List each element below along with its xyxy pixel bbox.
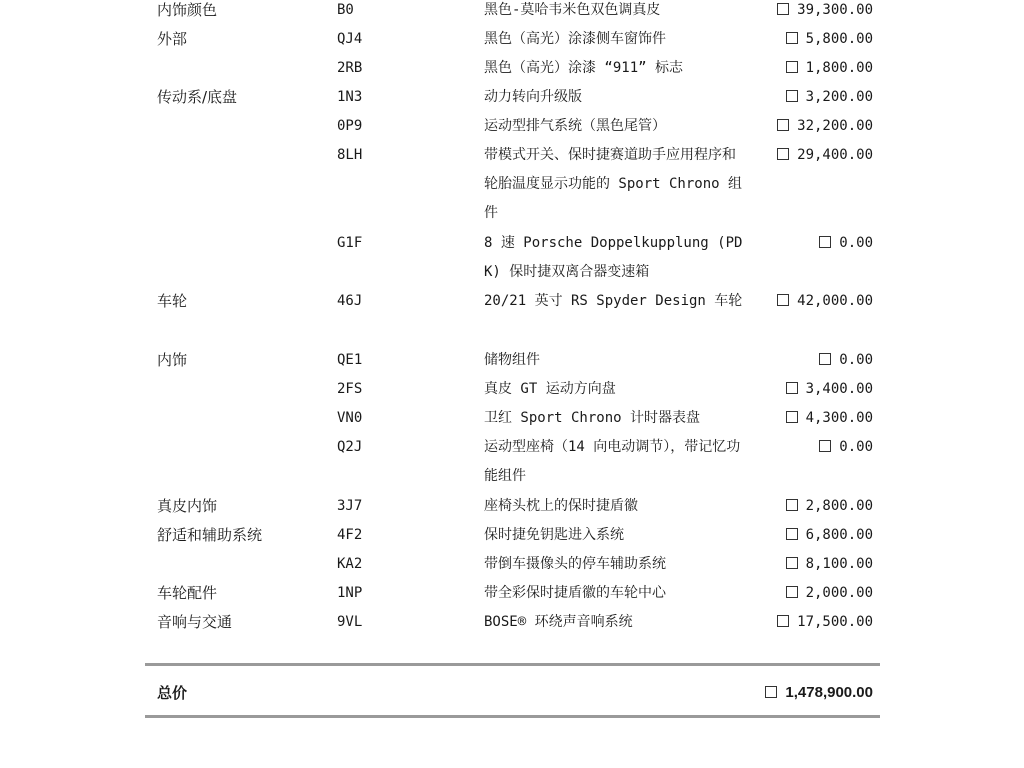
checkbox-icon[interactable] — [777, 615, 789, 627]
option-price — [770, 550, 873, 579]
total-value: 1,478,900.00 — [785, 684, 873, 701]
checkbox-icon[interactable] — [786, 499, 798, 511]
price-value: 5,800.00 — [805, 31, 873, 47]
option-price — [770, 229, 873, 258]
category-label: 舒适和辅助系统 — [157, 526, 263, 544]
option-price — [770, 0, 873, 25]
price-value: 0.00 — [839, 439, 873, 455]
option-description: 卫红 Sport Chrono 计时器表盘 — [484, 410, 701, 426]
category-label: 音响与交通 — [157, 613, 233, 631]
option-description: 保时捷免钥匙进入系统 — [484, 527, 624, 543]
option-price — [770, 287, 873, 316]
category-label: 车轮配件 — [157, 584, 218, 602]
price-value: 17,500.00 — [797, 614, 873, 630]
checkbox-icon[interactable] — [786, 32, 798, 44]
option-description: 黑色（高光）涂漆侧车窗饰件 — [484, 31, 666, 47]
price-value: 3,200.00 — [805, 89, 873, 105]
option-price — [770, 608, 873, 637]
option-price — [770, 492, 873, 521]
option-price — [770, 54, 873, 83]
checkbox-icon[interactable] — [786, 586, 798, 598]
option-price — [770, 579, 873, 608]
option-code: 1N3 — [337, 89, 363, 105]
option-description: 8 速 Porsche Doppelkupplung (PDK) 保时捷双离合器变速箱 — [484, 235, 743, 280]
option-description: 带倒车摄像头的停车辅助系统 — [484, 556, 666, 572]
checkbox-icon[interactable] — [819, 236, 831, 248]
checkbox-icon[interactable] — [786, 382, 798, 394]
option-description: 20/21 英寸 RS Spyder Design 车轮 — [484, 293, 743, 309]
option-code: 3J7 — [337, 498, 363, 514]
price-value: 1,800.00 — [805, 60, 873, 76]
option-code: 4F2 — [337, 527, 363, 543]
option-description: 储物组件 — [484, 352, 540, 368]
option-description: 座椅头枕上的保时捷盾徽 — [484, 498, 638, 514]
option-description: 黑色（高光）涂漆 “911” 标志 — [484, 60, 684, 76]
option-code: 9VL — [337, 614, 363, 630]
divider-top — [145, 663, 880, 666]
option-code: 2FS — [337, 381, 363, 397]
price-value: 2,800.00 — [805, 498, 873, 514]
option-price — [770, 404, 873, 433]
category-label: 外部 — [157, 30, 188, 48]
option-description: BOSE® 环绕声音响系统 — [484, 614, 633, 630]
checkbox-icon[interactable] — [786, 411, 798, 423]
price-value: 29,400.00 — [797, 147, 873, 163]
checkbox-icon[interactable] — [777, 119, 789, 131]
option-description: 运动型座椅（14 向电动调节），带记忆功能组件 — [484, 439, 741, 484]
option-description: 运动型排气系统（黑色尾管） — [484, 118, 666, 134]
total-row — [0, 679, 1024, 709]
option-code: B0 — [337, 2, 354, 18]
option-code: 8LH — [337, 147, 363, 163]
option-code: 2RB — [337, 60, 363, 76]
category-label: 内饰颜色 — [157, 1, 218, 19]
option-description: 黑色-莫哈韦米色双色调真皮 — [484, 2, 661, 18]
option-code: 46J — [337, 293, 363, 309]
option-description: 动力转向升级版 — [484, 89, 582, 105]
option-description: 带模式开关、保时捷赛道助手应用程序和轮胎温度显示功能的 Sport Chrono 组件 — [484, 147, 743, 221]
checkbox-icon[interactable] — [786, 557, 798, 569]
option-code: G1F — [337, 235, 363, 251]
option-code: 1NP — [337, 585, 363, 601]
total-label: 总价 — [157, 684, 188, 702]
divider-bottom — [145, 715, 880, 718]
price-value: 0.00 — [839, 235, 873, 251]
price-value: 32,200.00 — [797, 118, 873, 134]
option-price — [770, 25, 873, 54]
category-label: 车轮 — [157, 292, 188, 310]
option-code: QE1 — [337, 352, 363, 368]
checkbox-icon[interactable] — [786, 90, 798, 102]
option-description: 带全彩保时捷盾徽的车轮中心 — [484, 585, 666, 601]
option-price — [770, 375, 873, 404]
checkbox-icon[interactable] — [786, 61, 798, 73]
price-value: 39,300.00 — [797, 2, 873, 18]
checkbox-icon[interactable] — [819, 440, 831, 452]
option-price — [770, 433, 873, 462]
option-price — [770, 521, 873, 550]
option-code: VN0 — [337, 410, 363, 426]
option-price — [770, 346, 873, 375]
price-value: 4,300.00 — [805, 410, 873, 426]
price-value: 0.00 — [839, 352, 873, 368]
option-code: 0P9 — [337, 118, 363, 134]
price-value: 2,000.00 — [805, 585, 873, 601]
option-code: KA2 — [337, 556, 363, 572]
option-price — [770, 141, 873, 170]
option-price — [770, 112, 873, 141]
checkbox-icon[interactable] — [786, 528, 798, 540]
option-price — [770, 83, 873, 112]
checkbox-icon[interactable] — [777, 294, 789, 306]
checkbox-icon[interactable] — [819, 353, 831, 365]
checkbox-icon[interactable] — [765, 686, 777, 698]
price-value: 6,800.00 — [805, 527, 873, 543]
price-value: 42,000.00 — [797, 293, 873, 309]
price-value: 8,100.00 — [805, 556, 873, 572]
checkbox-icon[interactable] — [777, 148, 789, 160]
category-label: 真皮内饰 — [157, 497, 218, 515]
option-code: Q2J — [337, 439, 363, 455]
option-description: 真皮 GT 运动方向盘 — [484, 381, 616, 397]
category-label: 内饰 — [157, 351, 188, 369]
total-price — [740, 679, 873, 707]
category-label: 传动系/底盘 — [157, 88, 238, 106]
checkbox-icon[interactable] — [777, 3, 789, 15]
option-code: QJ4 — [337, 31, 363, 47]
price-value: 3,400.00 — [805, 381, 873, 397]
